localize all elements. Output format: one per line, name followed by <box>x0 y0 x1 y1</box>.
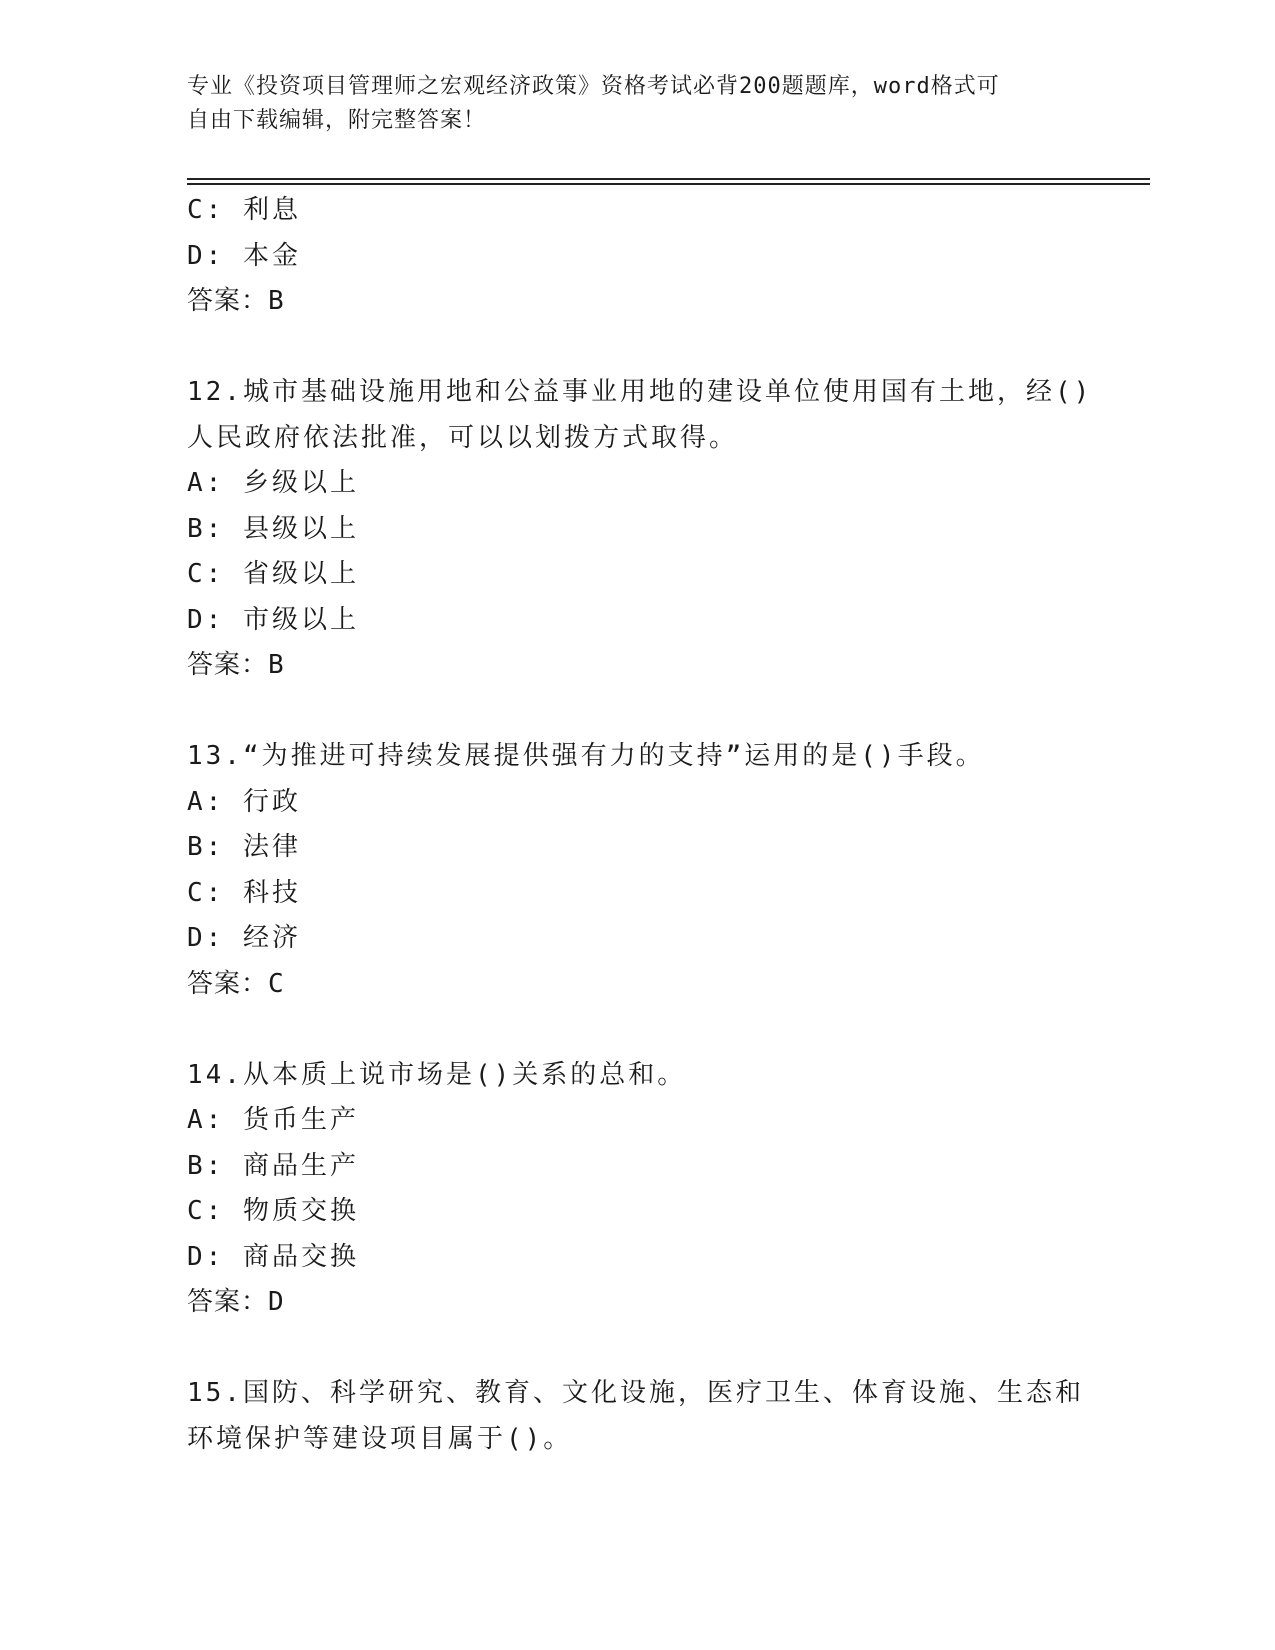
option-text: 物质交换 <box>242 1196 359 1226</box>
option-text: 法律 <box>242 832 301 862</box>
option-letter: C: <box>187 559 225 589</box>
option-line <box>187 507 1087 553</box>
option-text: 利息 <box>242 195 301 225</box>
option-letter: C: <box>187 1196 225 1226</box>
option-text: 商品生产 <box>242 1150 359 1181</box>
question-block-12 <box>187 370 1093 689</box>
header-divider-top <box>187 178 1150 180</box>
option-line <box>187 598 1087 644</box>
option-line <box>187 916 1087 962</box>
option-line <box>187 825 1087 871</box>
option-line <box>187 871 1087 917</box>
question-list <box>187 188 1093 1462</box>
question-text-line: 13.“为推进可持续发展提供强有力的支持”运用的是()手段。 <box>187 741 985 771</box>
option-text: 经济 <box>242 923 301 953</box>
option-text: 行政 <box>242 786 301 817</box>
option-letter: C: <box>187 195 225 225</box>
option-letter: D: <box>187 604 225 635</box>
option-line <box>187 188 1087 234</box>
option-letter: B: <box>187 1150 225 1181</box>
answer-line: 答案：C <box>187 968 285 999</box>
answer-line: 答案：B <box>187 286 285 316</box>
document-header <box>187 70 1067 138</box>
option-text: 科技 <box>242 877 301 908</box>
answer-line: 答案：B <box>187 650 285 680</box>
option-letter: D: <box>187 923 225 953</box>
question-text-line: 环境保护等建设项目属于()。 <box>187 1423 573 1454</box>
option-letter: A: <box>187 1105 225 1135</box>
header-line-2: 自由下载编辑，附完整答案！ <box>187 108 487 133</box>
option-line <box>187 1189 1087 1235</box>
option-line <box>187 234 1087 280</box>
header-divider-bottom <box>187 183 1150 185</box>
option-text: 乡级以上 <box>242 468 359 498</box>
option-letter: D: <box>187 240 225 271</box>
option-text: 货币生产 <box>242 1105 359 1135</box>
question-block-15 <box>187 1371 1087 1462</box>
option-letter: C: <box>187 877 225 908</box>
question-text-line: 12.城市基础设施用地和公益事业用地的建设单位使用国有土地，经() <box>187 377 1093 407</box>
question-text-line: 14.从本质上说市场是()关系的总和。 <box>187 1059 687 1090</box>
option-letter: B: <box>187 832 225 862</box>
option-line <box>187 1144 1087 1190</box>
option-text: 商品交换 <box>242 1241 359 1272</box>
option-text: 省级以上 <box>242 559 359 589</box>
question-text-line: 15.国防、科学研究、教育、文化设施，医疗卫生、体育设施、生态和 <box>187 1378 1084 1408</box>
header-line-1: 专业《投资项目管理师之宏观经济政策》资格考试必背200题题库，word格式可 <box>187 74 1000 99</box>
option-line <box>187 780 1087 826</box>
option-line <box>187 552 1087 598</box>
option-line <box>187 1098 1087 1144</box>
option-text: 县级以上 <box>242 513 359 544</box>
option-line <box>187 461 1087 507</box>
option-text: 市级以上 <box>242 604 359 635</box>
option-text: 本金 <box>242 240 301 271</box>
option-letter: A: <box>187 468 225 498</box>
option-letter: A: <box>187 786 225 817</box>
question-block-prev <box>187 188 1087 325</box>
option-letter: B: <box>187 513 225 544</box>
question-block-14 <box>187 1053 1087 1326</box>
option-letter: D: <box>187 1241 225 1272</box>
option-line <box>187 1235 1087 1281</box>
question-text-line: 人民政府依法批准，可以以划拨方式取得。 <box>187 422 739 453</box>
answer-line: 答案：D <box>187 1287 285 1317</box>
question-block-13 <box>187 734 1087 1007</box>
